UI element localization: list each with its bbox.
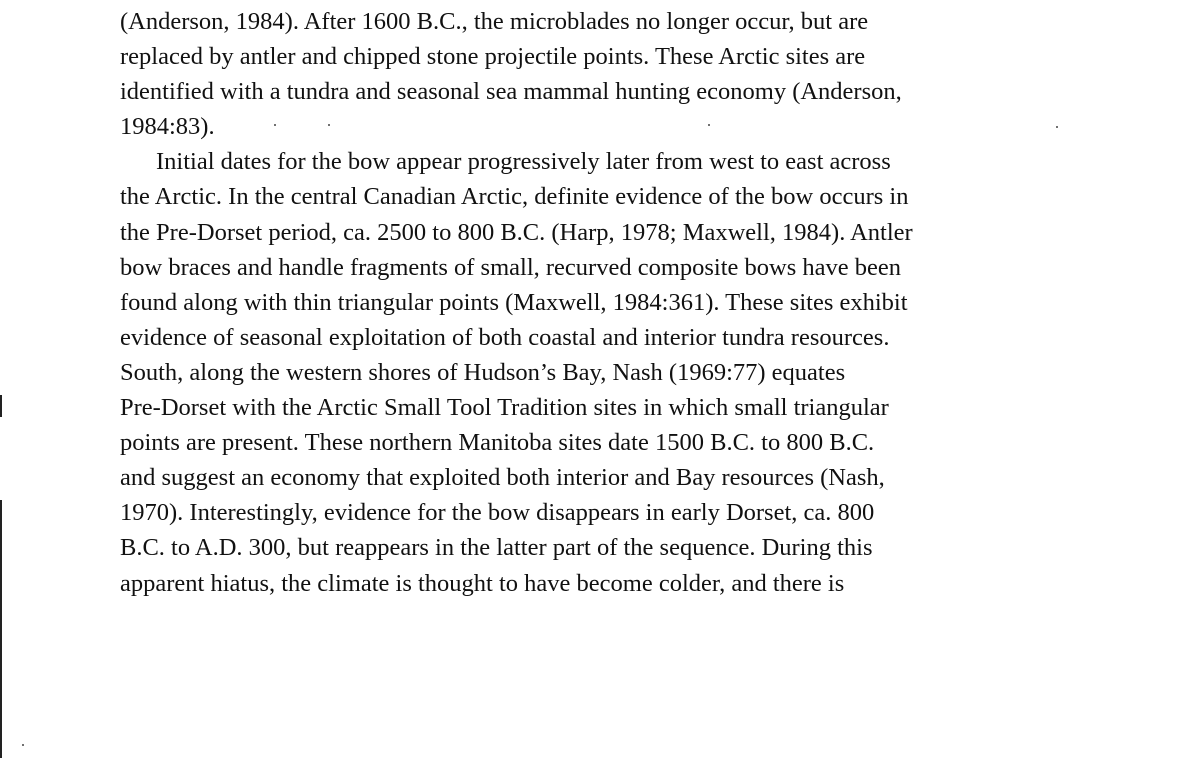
text-line: South, along the western shores of Hudson’s Bay, Nash (1969:77) equates (120, 358, 846, 386)
text-line: and suggest an economy that exploited both interior and Bay resources (Nash, (120, 464, 885, 492)
text-line: 1970). Interestingly, evidence for the bow disappears in early Dorset, ca. 800 (120, 499, 875, 527)
text-line: points are present. These northern Manitoba sites date 1500 B.C. to 800 B.C. (120, 429, 875, 457)
scan-edge-mark-upper (0, 395, 2, 417)
text-line: the Pre-Dorset period, ca. 2500 to 800 B.C. (Harp, 1978; Maxwell, 1984). Antler (120, 218, 913, 246)
paragraph-first-line: Initial dates for the bow appear progressively later from west to east across (156, 148, 891, 176)
text-line: found along with thin triangular points (Maxwell, 1984:361). These sites exhibit (120, 288, 908, 316)
text-line: apparent hiatus, the climate is thought to have become colder, and there is (120, 569, 845, 597)
scan-edge-mark-lower (0, 500, 2, 758)
text-line: 1984:83). (120, 113, 215, 141)
text-line: (Anderson, 1984). After 1600 B.C., the microblades no longer occur, but are (120, 8, 869, 35)
body-text (120, 4, 1100, 601)
text-line: Pre-Dorset with the Arctic Small Tool Tradition sites in which small triangular (120, 394, 889, 422)
text-line: evidence of seasonal exploitation of both coastal and interior tundra resources. (120, 323, 890, 351)
text-line: bow braces and handle fragments of small, recurved composite bows have been (120, 253, 902, 281)
scan-speck (22, 744, 24, 746)
text-line: replaced by antler and chipped stone projectile points. These Arctic sites are (120, 43, 866, 71)
text-line: the Arctic. In the central Canadian Arctic, definite evidence of the bow occurs in (120, 183, 909, 211)
text-line: B.C. to A.D. 300, but reappears in the latter part of the sequence. During this (120, 534, 873, 562)
text-line: identified with a tundra and seasonal sea mammal hunting economy (Anderson, (120, 78, 902, 106)
